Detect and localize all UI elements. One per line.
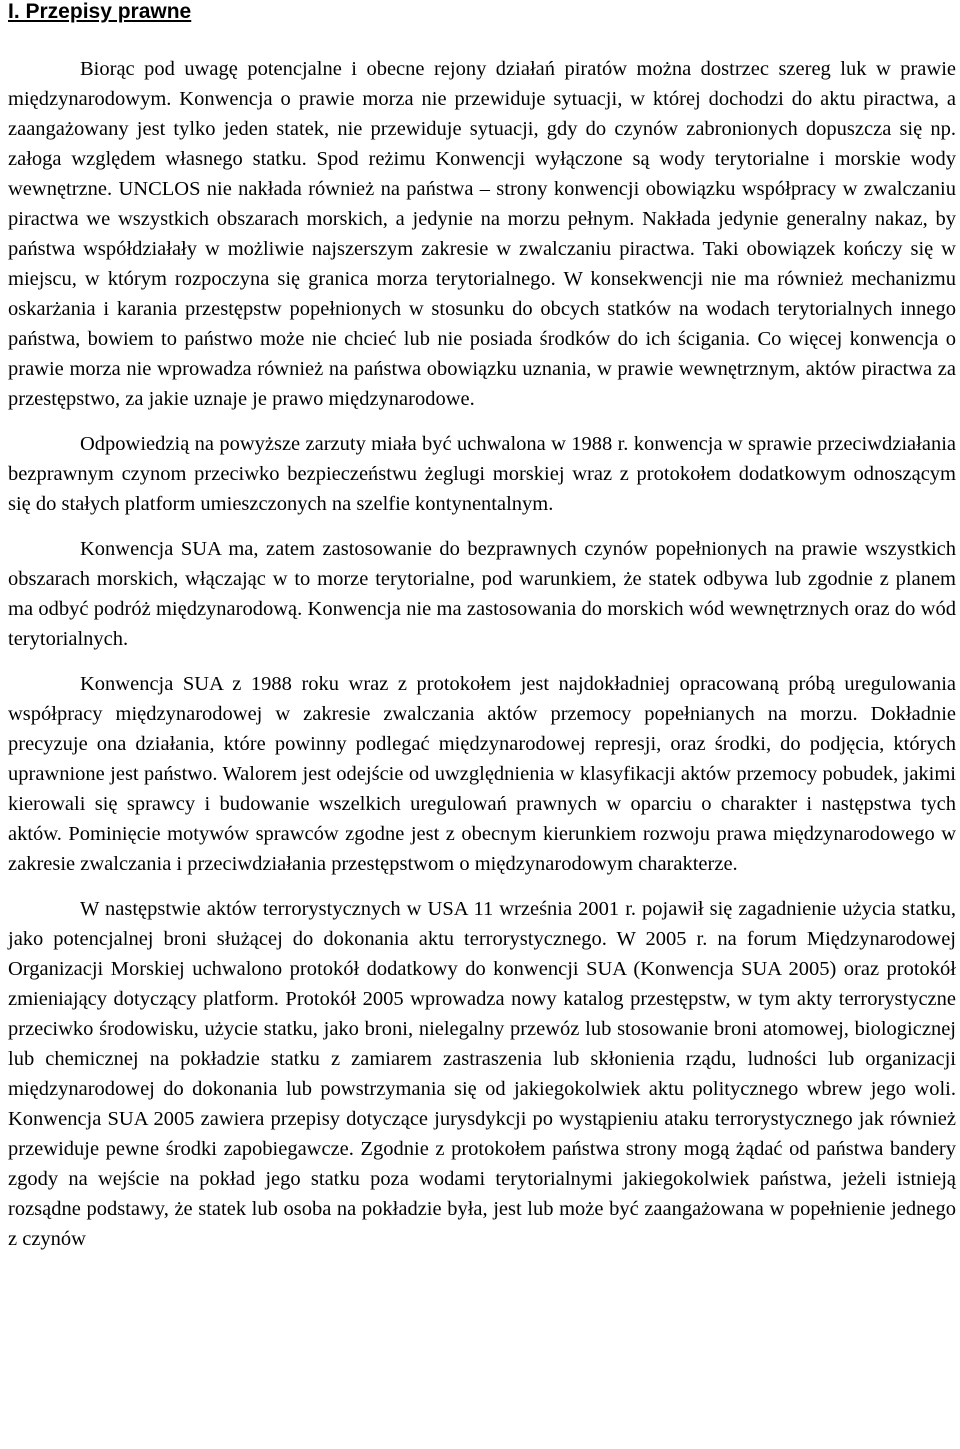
paragraph-unclos-gaps: Biorąc pod uwagę potencjalne i obecne rejony działań piratów można dostrzec szereg luk w prawie międzynarodowym. Konwencja o prawie morza nie przewiduje sytuacji, w której dochodzi do aktu piractwa, a zaangażowany jest tylko jeden statek, nie przewiduje sytuacji, gdy do czynów zabronionych dopuszcza się np. załoga względem własnego statku. Spod reżimu Konwencji wyłączone są wody terytorialne i morskie wody wewnętrzne. UNCLOS nie nakłada również na państwa – strony konwencji obowiązku współpracy w zwalczaniu piractwa we wszystkich obszarach morskich, a jedynie na morzu pełnym. Nakłada jedynie generalny nakaz, by państwa współdziałały w możliwie najszerszym zakresie w zwalczaniu piractwa. Taki obowiązek kończy się w miejscu, w którym rozpoczyna się granica morza terytorialnego. W konsekwencji nie ma również mechanizmu oskarżania i karania przestępstw popełnionych w stosunku do obcych statków na wodach terytorialnych innego państwa, bowiem to państwo może nie chcieć lub nie posiada środków do ich ścigania. Co więcej konwencja o prawie morza nie wprowadza również na państwa obowiązku uznania, w prawie wewnętrznym, aktów piractwa za przestępstwo, za jakie uznaje je prawo międzynarodowe. bbox=[8, 58, 956, 410]
paragraph-sua-evaluation: Konwencja SUA z 1988 roku wraz z protokołem jest najdokładniej opracowaną próbą uregulowania współpracy międzynarodowej w zakresie zwalczania aktów przemocy popełnianych na morzu. Dokładnie precyzuje ona działania, które powinny podlegać międzynarodowej represji, oraz środki, do podjęcia, których uprawnione jest państwo. Walorem jest odejście od uwzględnienia w klasyfikacji aktów przemocy pobudek, jakimi kierowali się sprawcy i budowanie wszelkich uregulowań prawnych w oparciu o charakter i następstwa tych aktów. Pominięcie motywów sprawców zgodne jest z obecnym kierunkiem rozwoju prawa międzynarodowego w zakresie zwalczania i przeciwdziałania przestępstwom o międzynarodowym charakterze. bbox=[8, 673, 956, 875]
document-page bbox=[8, 0, 956, 1254]
paragraph-sua-2005-protocol: W następstwie aktów terrorystycznych w USA 11 września 2001 r. pojawił się zagadnienie użycia statku, jako potencjalnej broni służącej do dokonania aktu terrorystycznego. W 2005 r. na forum Międzynarodowej Organizacji Morskiej uchwalono protokół dodatkowy do konwencji SUA (Konwencja SUA 2005) oraz protokół zmieniający dotyczący platform. Protokół 2005 wprowadza nowy katalog przestępstw, w tym akty terrorystyczne przeciwko środowisku, użycie statku, jako broni, nielegalny przewóz lub stosowanie broni atomowej, biologicznej lub chemicznej na pokładzie statku z zamiarem zastraszenia lub skłonienia rządu, ludności lub organizacji międzynarodowej do dokonania lub powstrzymania się od jakiegokolwiek aktu politycznego wbrew jego woli. Konwencja SUA 2005 zawiera przepisy dotyczące jurysdykcji po wystąpieniu ataku terrorystycznego jak również przewiduje pewne środki zapobiegawcze. Zgodnie z protokołem państwa strony mogą żądać od państwa bandery zgody na wejście na pokład jego statku poza wodami terytorialnymi jakiegokolwiek państwa, jeżeli istnieją rozsądne podstawy, że statek lub osoba na pokładzie była, jest lub może być zaangażowana w popełnienie jednego z czynów bbox=[8, 898, 956, 1250]
paragraph-sua-scope: Konwencja SUA ma, zatem zastosowanie do bezprawnych czynów popełnionych na prawie wszystkich obszarach morskich, włączając w to morze terytorialne, pod warunkiem, że statek odbywa lub zgodnie z planem ma odbyć podróż międzynarodową. Konwencja nie ma zastosowania do morskich wód wewnętrznych oraz do wód terytorialnych. bbox=[8, 538, 956, 650]
section-heading: I. Przepisy prawne bbox=[8, 0, 192, 23]
paragraph-sua-1988-response: Odpowiedzią na powyższe zarzuty miała być uchwalona w 1988 r. konwencja w sprawie przeciwdziałania bezprawnym czynom przeciwko bezpieczeństwu żeglugi morskiej wraz z protokołem dodatkowym odnoszącym się do stałych platform umieszczonych na szelfie kontynentalnym. bbox=[8, 433, 956, 515]
